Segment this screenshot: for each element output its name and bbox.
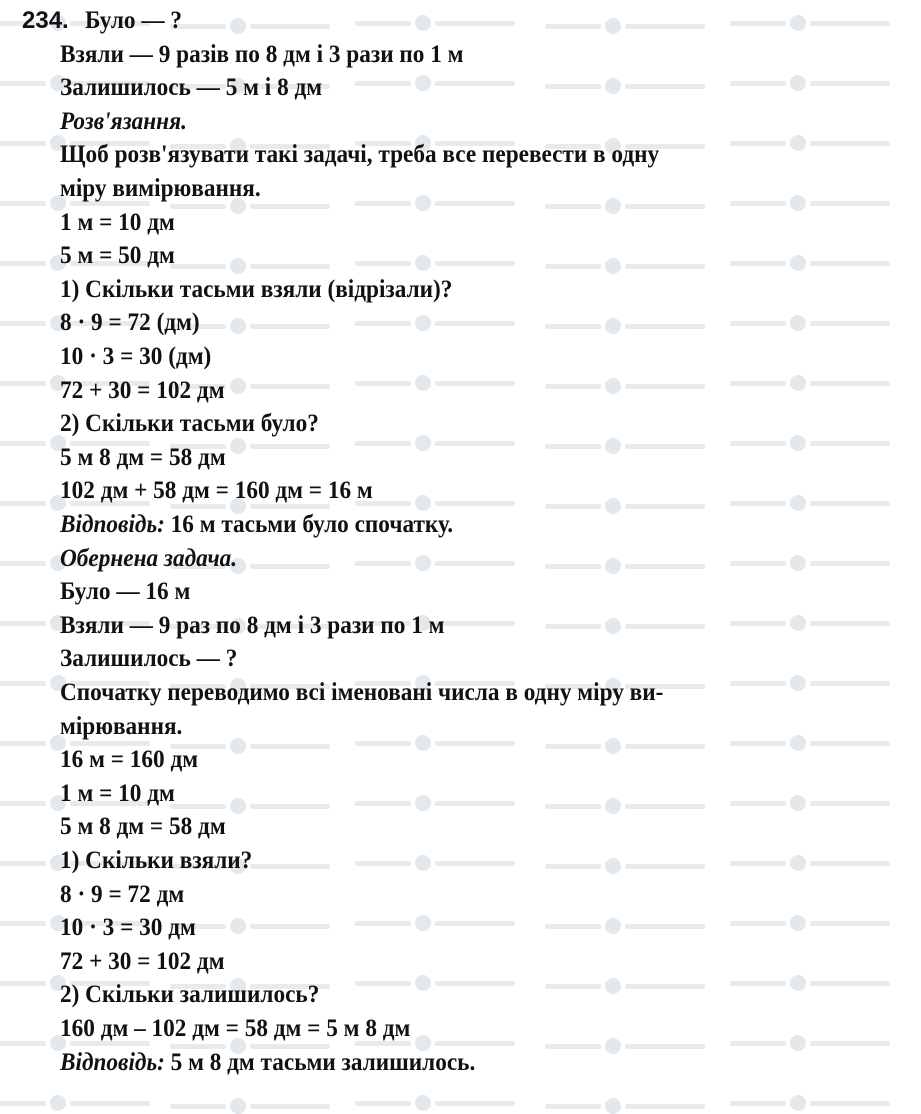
text-line <box>60 945 225 978</box>
watermark-logo <box>545 978 705 994</box>
text-line <box>60 542 237 575</box>
text-line <box>60 273 452 306</box>
text-line <box>60 239 175 272</box>
watermark-logo <box>730 1095 890 1111</box>
watermark-logo <box>355 855 515 871</box>
watermark-logo <box>545 318 705 334</box>
text-line <box>60 340 211 373</box>
obozrevatel-logo-icon <box>415 555 431 571</box>
watermark-logo <box>545 918 705 934</box>
text-line <box>60 206 175 239</box>
line-text: 160 дм – 102 дм = 58 дм = 5 м 8 дм <box>60 1015 411 1042</box>
watermark-logo <box>170 1098 330 1114</box>
watermark-logo <box>545 618 705 634</box>
text-line <box>85 4 182 37</box>
watermark-logo <box>730 615 890 631</box>
line-text: 16 м = 160 дм <box>60 746 199 774</box>
obozrevatel-logo-icon <box>605 78 621 94</box>
line-text: Було — 16 м <box>60 578 191 606</box>
italic-label: Обернена задача. <box>60 544 238 572</box>
obozrevatel-logo-icon <box>790 915 806 931</box>
obozrevatel-logo-icon <box>605 18 621 34</box>
obozrevatel-logo-icon <box>790 615 806 631</box>
text-line <box>60 676 663 709</box>
obozrevatel-logo-icon <box>605 258 621 274</box>
line-text: 72 + 30 = 102 дм <box>60 376 225 404</box>
text-line <box>60 978 319 1011</box>
obozrevatel-logo-icon <box>415 1095 431 1111</box>
watermark-logo <box>730 555 890 571</box>
text-line <box>60 71 322 104</box>
watermark-logo <box>730 915 890 931</box>
text-line <box>60 306 200 339</box>
line-text: 102 дм + 58 дм = 160 дм = 16 м <box>60 477 373 505</box>
obozrevatel-logo-icon <box>790 975 806 991</box>
watermark-logo <box>355 1095 515 1111</box>
obozrevatel-logo-icon <box>415 435 431 451</box>
obozrevatel-logo-icon <box>230 318 246 334</box>
text-line <box>60 844 252 877</box>
watermark-logo <box>355 555 515 571</box>
watermark-logo <box>545 858 705 874</box>
watermark-logo <box>730 75 890 91</box>
watermark-logo <box>545 738 705 754</box>
text-line <box>60 575 190 608</box>
obozrevatel-logo-icon <box>230 18 246 34</box>
obozrevatel-logo-icon <box>790 1035 806 1051</box>
watermark-logo <box>730 735 890 751</box>
line-text: 8 · 9 = 72 (дм) <box>60 309 200 337</box>
obozrevatel-logo-icon <box>230 1098 246 1114</box>
text-line <box>60 474 373 507</box>
obozrevatel-logo-icon <box>605 198 621 214</box>
obozrevatel-logo-icon <box>605 858 621 874</box>
obozrevatel-logo-icon <box>415 15 431 31</box>
obozrevatel-logo-icon <box>790 135 806 151</box>
obozrevatel-logo-icon <box>415 375 431 391</box>
obozrevatel-logo-icon <box>605 318 621 334</box>
obozrevatel-logo-icon <box>790 15 806 31</box>
watermark-logo <box>730 375 890 391</box>
text-line <box>60 911 196 944</box>
text-line <box>60 172 261 205</box>
obozrevatel-logo-icon <box>605 918 621 934</box>
line-text: Спочатку переводимо всі іменовані числа в одну міру ви- <box>60 679 664 706</box>
line-text: 5 м = 50 дм <box>60 242 175 270</box>
watermark-logo <box>545 1098 705 1114</box>
obozrevatel-logo-icon <box>605 1038 621 1054</box>
text-line <box>60 105 187 138</box>
text-line <box>60 374 225 407</box>
watermark-logo <box>730 855 890 871</box>
watermark-logo <box>545 558 705 574</box>
watermark-logo <box>355 735 515 751</box>
watermark-logo <box>730 1035 890 1051</box>
watermark-logo <box>355 75 515 91</box>
line-text: 2) Скільки тасьми було? <box>60 410 319 438</box>
line-text: Взяли — 9 разів по 8 дм і 3 рази по 1 м <box>60 40 464 68</box>
text-line <box>60 138 659 171</box>
problem-number: 234. <box>22 7 69 34</box>
watermark-logo <box>730 315 890 331</box>
line-text: 1) Скільки взяли? <box>60 847 253 874</box>
italic-label: Відповідь: <box>60 1048 165 1076</box>
obozrevatel-logo-icon <box>790 435 806 451</box>
text-line <box>60 1012 410 1045</box>
watermark-logo <box>545 258 705 274</box>
obozrevatel-logo-icon <box>230 798 246 814</box>
watermark-logo <box>545 198 705 214</box>
obozrevatel-logo-icon <box>415 915 431 931</box>
obozrevatel-logo-icon <box>605 498 621 514</box>
watermark-logo <box>545 1038 705 1054</box>
obozrevatel-logo-icon <box>415 735 431 751</box>
text-line <box>60 642 237 675</box>
line-text: 5 м 8 дм = 58 дм <box>60 813 226 841</box>
watermark-logo <box>355 435 515 451</box>
text-line <box>60 441 226 474</box>
obozrevatel-logo-icon <box>790 75 806 91</box>
obozrevatel-logo-icon <box>790 375 806 391</box>
watermark-logo <box>355 915 515 931</box>
obozrevatel-logo-icon <box>790 555 806 571</box>
watermark-logo <box>730 495 890 511</box>
watermark-logo <box>355 255 515 271</box>
line-text: 10 · 3 = 30 (дм) <box>60 343 212 370</box>
text-line <box>60 878 184 911</box>
line-text: мірювання. <box>60 712 183 740</box>
text-line <box>60 1046 475 1079</box>
watermark-logo <box>545 498 705 514</box>
obozrevatel-logo-icon <box>790 855 806 871</box>
obozrevatel-logo-icon <box>415 255 431 271</box>
watermark-logo <box>730 675 890 691</box>
watermark-logo <box>545 438 705 454</box>
obozrevatel-logo-icon <box>605 558 621 574</box>
italic-label: Розв'язання. <box>60 107 187 135</box>
obozrevatel-logo-icon <box>415 195 431 211</box>
obozrevatel-logo-icon <box>790 1095 806 1111</box>
watermark-logo <box>355 795 515 811</box>
text-line <box>60 777 175 810</box>
line-text: 5 м 8 дм = 58 дм <box>60 443 226 471</box>
line-text: Щоб розв'язувати такі задачі, треба все перевести в одну <box>60 141 660 169</box>
watermark-logo <box>730 135 890 151</box>
line-text: 16 м тасьми було спочатку. <box>164 511 454 538</box>
obozrevatel-logo-icon <box>605 618 621 634</box>
obozrevatel-logo-icon <box>415 795 431 811</box>
text-line <box>60 38 464 71</box>
line-text: 8 · 9 = 72 дм <box>60 880 185 908</box>
line-text: Взяли — 9 раз по 8 дм і 3 рази по 1 м <box>60 611 445 639</box>
obozrevatel-logo-icon <box>230 258 246 274</box>
line-text: 5 м 8 дм тасьми залишилось. <box>164 1048 476 1076</box>
line-text: 1) Скільки тасьми взяли (відрізали)? <box>60 275 453 303</box>
watermark-logo <box>355 315 515 331</box>
watermark-logo <box>355 15 515 31</box>
obozrevatel-logo-icon <box>790 675 806 691</box>
obozrevatel-logo-icon <box>790 795 806 811</box>
line-text: 2) Скільки залишилось? <box>60 981 320 1009</box>
line-text: Залишилось — 5 м і 8 дм <box>60 74 323 102</box>
obozrevatel-logo-icon <box>230 438 246 454</box>
obozrevatel-logo-icon <box>605 1098 621 1114</box>
obozrevatel-logo-icon <box>50 1095 66 1111</box>
watermark-logo <box>730 795 890 811</box>
line-text: 10 · 3 = 30 дм <box>60 914 196 942</box>
watermark-logo <box>355 375 515 391</box>
obozrevatel-logo-icon <box>605 978 621 994</box>
obozrevatel-logo-icon <box>790 255 806 271</box>
watermark-logo <box>355 975 515 991</box>
watermark-logo <box>0 1095 150 1111</box>
line-text: 1 м = 10 дм <box>60 779 175 807</box>
watermark-logo <box>545 378 705 394</box>
obozrevatel-logo-icon <box>415 315 431 331</box>
line-text: 72 + 30 = 102 дм <box>60 947 225 975</box>
watermark-logo <box>730 435 890 451</box>
watermark-logo <box>170 18 330 34</box>
obozrevatel-logo-icon <box>605 738 621 754</box>
obozrevatel-logo-icon <box>790 735 806 751</box>
obozrevatel-logo-icon <box>605 438 621 454</box>
obozrevatel-logo-icon <box>605 378 621 394</box>
text-line <box>60 407 319 440</box>
obozrevatel-logo-icon <box>415 75 431 91</box>
watermark-logo <box>355 195 515 211</box>
line-text: Залишилось — ? <box>60 645 238 673</box>
line-text: 1 м = 10 дм <box>60 208 175 236</box>
watermark-logo <box>730 975 890 991</box>
text-line <box>60 743 198 776</box>
italic-label: Відповідь: <box>60 511 165 538</box>
text-line <box>60 710 182 743</box>
watermark-logo <box>545 18 705 34</box>
watermark-logo <box>545 78 705 94</box>
obozrevatel-logo-icon <box>790 495 806 511</box>
obozrevatel-logo-icon <box>790 195 806 211</box>
watermark-logo <box>545 798 705 814</box>
obozrevatel-logo-icon <box>790 315 806 331</box>
watermark-logo <box>170 258 330 274</box>
text-line <box>60 810 226 843</box>
obozrevatel-logo-icon <box>605 798 621 814</box>
line-text: міру вимірювання. <box>60 175 261 202</box>
watermark-logo <box>730 195 890 211</box>
line-text: Було — ? <box>85 7 183 34</box>
watermark-logo <box>730 15 890 31</box>
obozrevatel-logo-icon <box>230 918 246 934</box>
obozrevatel-logo-icon <box>415 855 431 871</box>
text-line <box>60 508 453 541</box>
obozrevatel-logo-icon <box>415 975 431 991</box>
obozrevatel-logo-icon <box>230 738 246 754</box>
obozrevatel-logo-icon <box>230 378 246 394</box>
watermark-logo <box>730 255 890 271</box>
text-line <box>60 609 445 642</box>
